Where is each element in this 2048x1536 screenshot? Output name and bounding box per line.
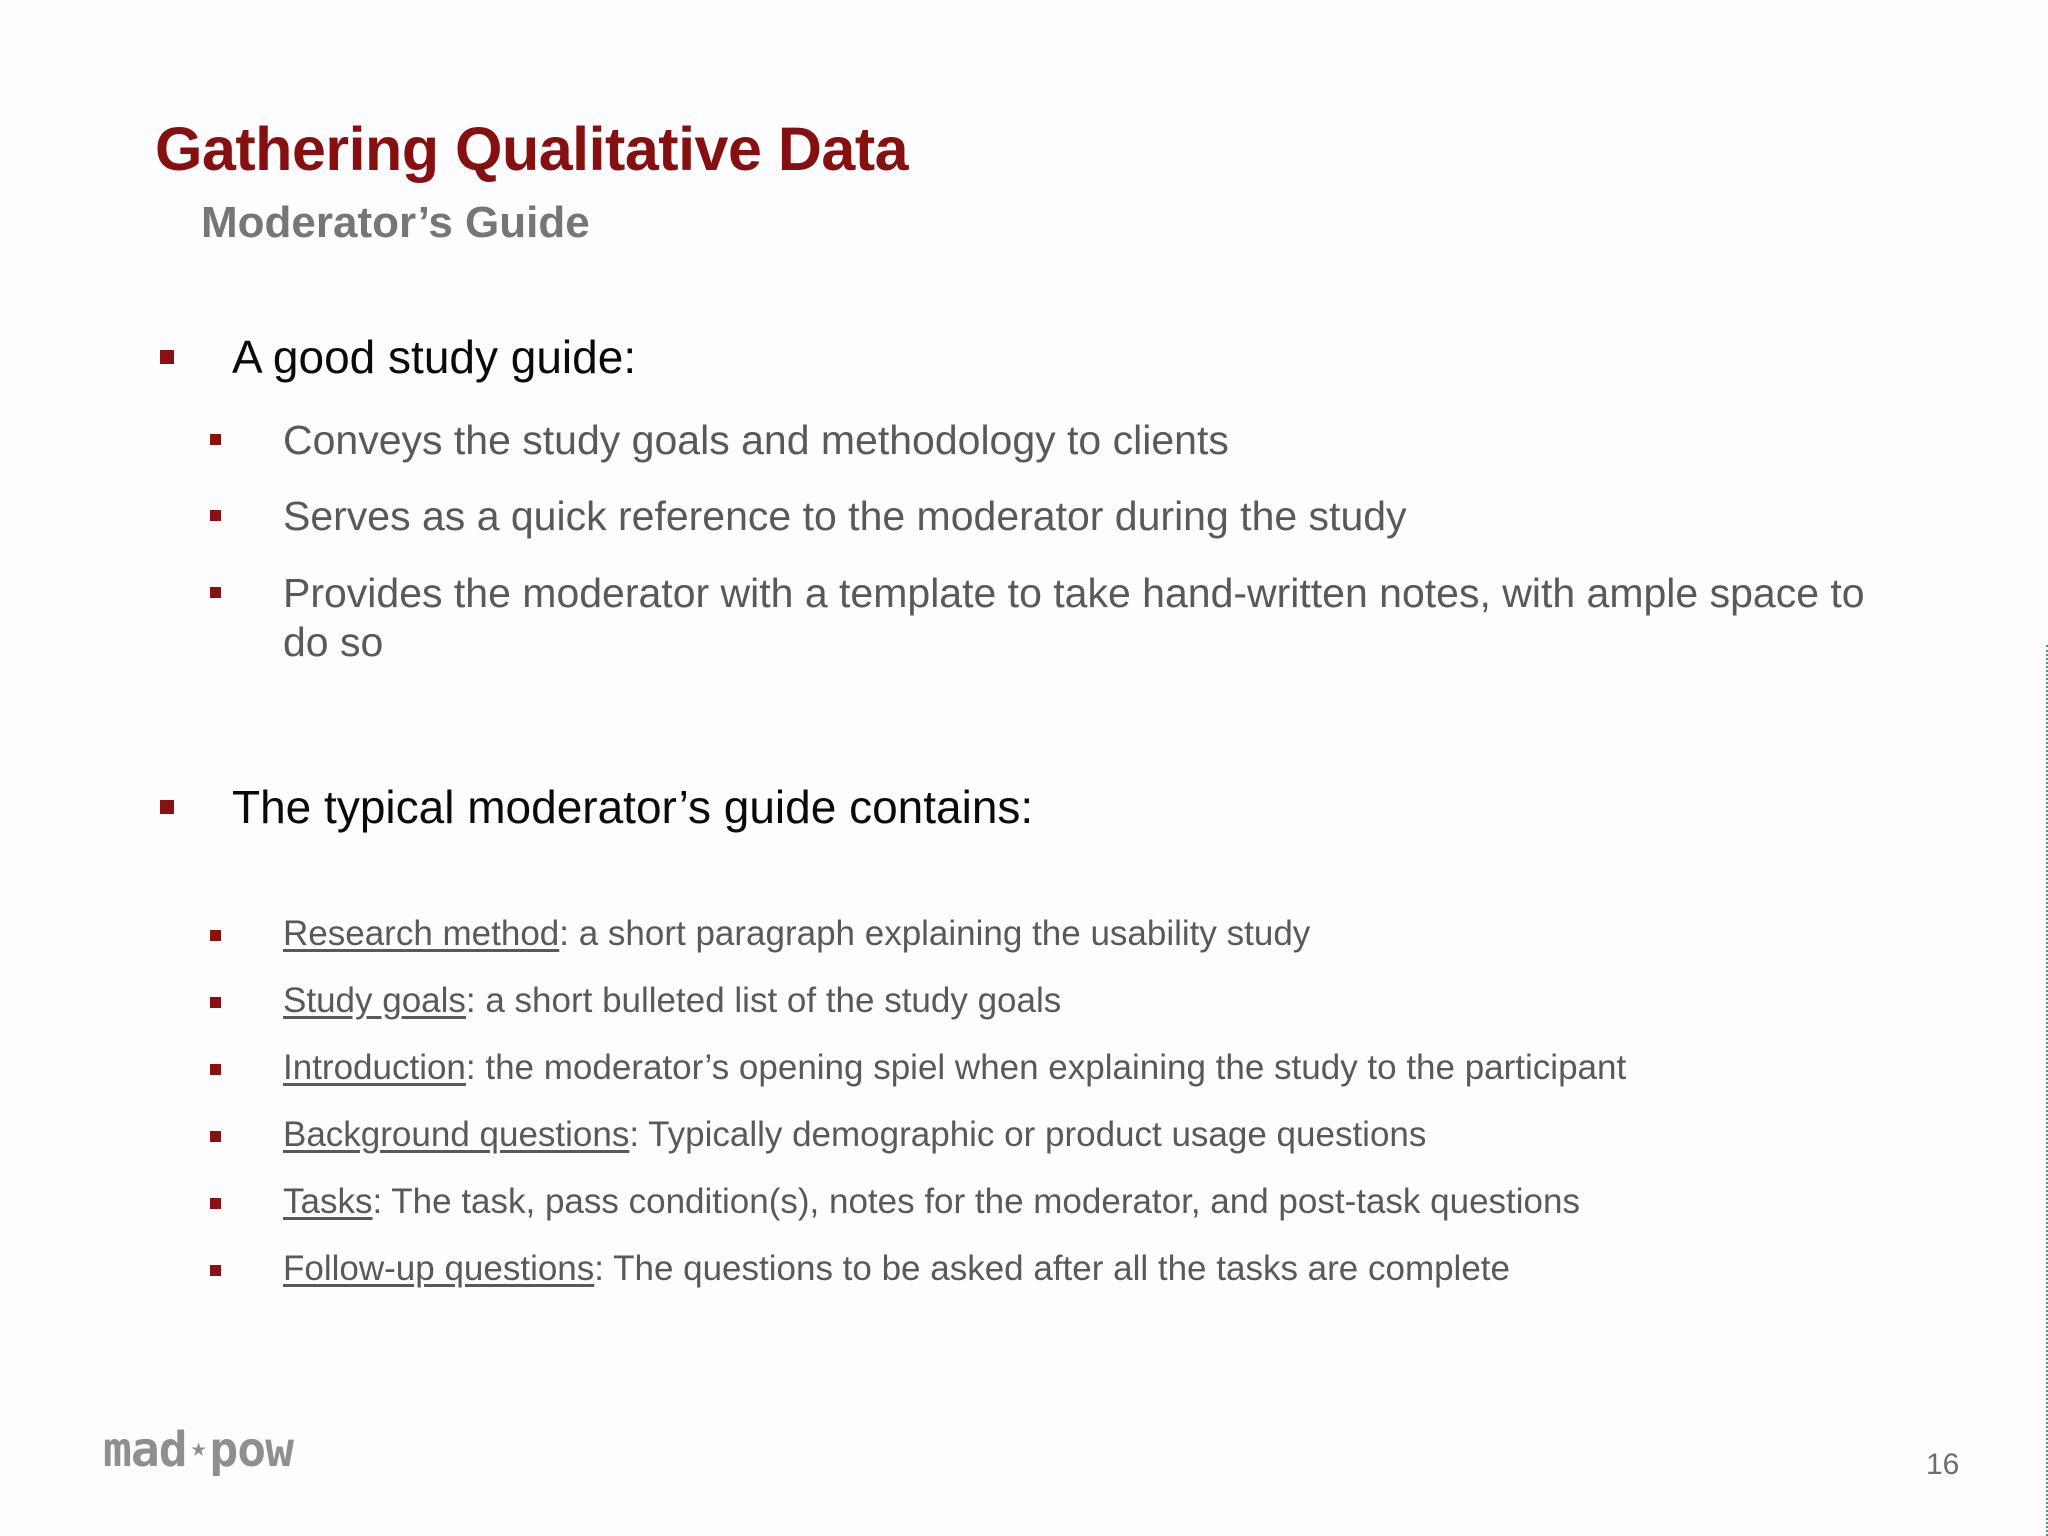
square-bullet-icon xyxy=(210,587,221,598)
company-logo xyxy=(103,1422,293,1478)
list-item: Conveys the study goals and methodology to clients xyxy=(283,417,1229,463)
item-term: Tasks xyxy=(283,1182,373,1221)
list-item: Provides the moderator with a template to take hand-written notes, with ample space to xyxy=(283,570,1865,616)
item-description: : Typically demographic or product usage questions xyxy=(629,1115,1427,1154)
section-heading: A good study guide: xyxy=(232,331,637,383)
item-description: : the moderator’s opening spiel when explaining the study to the participant xyxy=(465,1048,1627,1087)
star-icon: ★ xyxy=(190,1433,206,1463)
item-term: Follow-up questions xyxy=(283,1249,595,1288)
list-item xyxy=(283,1048,1626,1088)
square-bullet-icon xyxy=(210,930,221,941)
square-bullet-icon xyxy=(210,1131,221,1142)
item-description: : a short bulleted list of the study goals xyxy=(465,981,1062,1020)
list-item: Serves as a quick reference to the moderator during the study xyxy=(283,493,1407,539)
item-term: Introduction xyxy=(283,1048,466,1087)
square-bullet-icon xyxy=(210,434,221,445)
list-item xyxy=(283,1249,1510,1289)
section-heading: The typical moderator’s guide contains: xyxy=(232,781,1034,833)
slide-subtitle: Moderator’s Guide xyxy=(201,198,590,247)
item-description: : The questions to be asked after all the tasks are complete xyxy=(594,1249,1510,1288)
list-item xyxy=(283,914,1310,954)
item-description: : The task, pass condition(s), notes for the moderator, and post-task questions xyxy=(372,1182,1580,1221)
square-bullet-icon xyxy=(210,1198,221,1209)
item-description: : a short paragraph explaining the usability study xyxy=(559,914,1311,953)
page-number: 16 xyxy=(1926,1448,1960,1481)
list-item-continuation: do so xyxy=(283,619,384,665)
square-bullet-icon xyxy=(210,510,221,521)
square-bullet-icon xyxy=(210,1265,221,1276)
square-bullet-icon xyxy=(210,997,221,1008)
item-term: Research method xyxy=(283,914,560,953)
slide-title: Gathering Qualitative Data xyxy=(155,115,909,183)
logo-text-right: pow xyxy=(209,1422,294,1478)
square-bullet-icon xyxy=(160,800,174,814)
list-item xyxy=(283,1115,1426,1155)
logo-text-left: mad xyxy=(103,1422,187,1478)
list-item xyxy=(283,1182,1580,1222)
item-term: Study goals xyxy=(283,981,466,1020)
item-term: Background questions xyxy=(283,1115,630,1154)
square-bullet-icon xyxy=(160,350,174,364)
square-bullet-icon xyxy=(210,1064,221,1075)
list-item xyxy=(283,981,1061,1021)
